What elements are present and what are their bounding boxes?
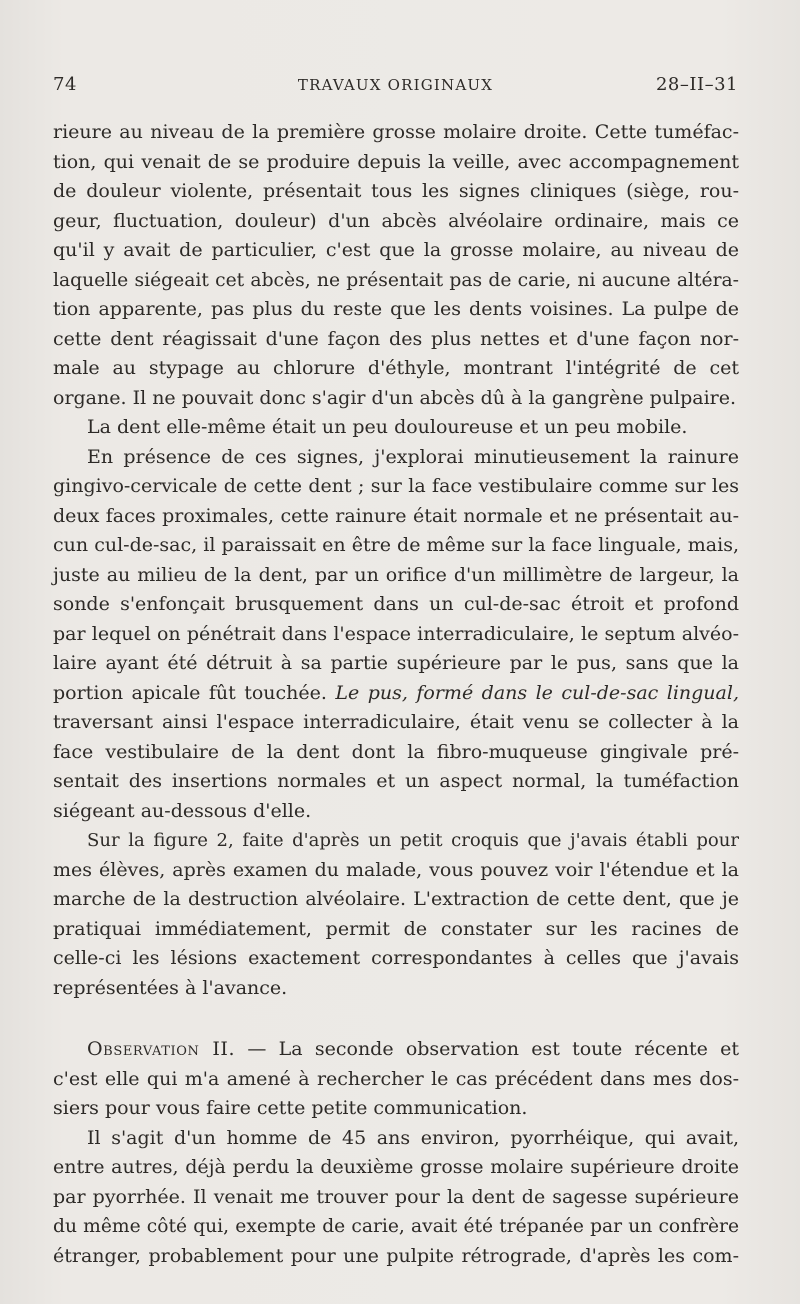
text-line: représentées à l'avance. xyxy=(53,976,288,999)
text-line: Il s'agit d'un homme de 45 ans environ, pyorrhéique, qui avait, xyxy=(87,1126,739,1149)
section-gap xyxy=(53,1003,739,1035)
text-line: pratiquai immédiatement, permit de constater sur les racines de xyxy=(53,917,739,940)
text-line: sonde s'enfonçait brusquement dans un cul-de-sac étroit et profond xyxy=(53,593,739,615)
text-line: juste au milieu de la dent, par un orifice d'un millimètre de largeur, la xyxy=(53,563,739,586)
text-line: siégeant au-dessous d'elle. xyxy=(53,799,312,822)
paragraph-observation-2 xyxy=(53,1035,739,1124)
text-line: qu'il y avait de particulier, c'est que la grosse molaire, au niveau de xyxy=(53,239,739,261)
running-date: 28–II–31 xyxy=(655,74,738,95)
text-line: gingivo-cervicale de cette dent ; sur la face vestibulaire comme sur les xyxy=(53,475,739,497)
text-line: rieure au niveau de la première grosse molaire droite. Cette tuméfac- xyxy=(53,121,739,143)
text-line: étranger, probablement pour une pulpite rétrograde, d'après les com- xyxy=(53,1244,739,1267)
text-line: face vestibulaire de la dent dont la fibro-muqueuse gingivale pré- xyxy=(53,740,739,763)
text-line: La dent elle-même était un peu douloureuse et un peu mobile. xyxy=(87,416,688,438)
observation-line xyxy=(53,1035,739,1065)
text-line: par pyorrhée. Il venait me trouver pour la dent de sagesse supérieure xyxy=(53,1185,739,1208)
text-line: En présence de ces signes, j'explorai minutieusement la rainure xyxy=(87,445,739,468)
text-line: geur, fluctuation, douleur) d'un abcès alvéolaire ordinaire, mais ce xyxy=(53,209,739,232)
page-number: 74 xyxy=(53,74,77,95)
text-line: cun cul-de-sac, il paraissait en être de même sur la face linguale, mais, xyxy=(53,534,739,556)
text-segment: portion apicale fût touchée. xyxy=(53,681,327,704)
text-line: tion apparente, pas plus du reste que les dents voisines. La pulpe de xyxy=(53,298,739,320)
text-line: de douleur violente, présentait tous les signes cliniques (siège, rou- xyxy=(53,180,739,202)
running-title: TRAVAUX ORIGINAUX xyxy=(297,76,494,94)
text-line: Sur la figure 2, faite d'après un petit croquis que j'avais établi pour xyxy=(87,830,739,851)
text-line: laire ayant été détruit à sa partie supérieure par le pus, sans que la xyxy=(53,652,739,674)
text-line: du même côté qui, exempte de carie, avait été trépanée par un confrère xyxy=(53,1216,739,1237)
italic-segment: Le pus, formé dans le cul-de-sac lingual, xyxy=(335,681,739,704)
paragraph-6 xyxy=(53,1124,739,1272)
paragraph-4 xyxy=(53,826,739,1003)
text-line: sentait des insertions normales et un aspect normal, la tuméfaction xyxy=(53,770,739,792)
text-line: deux faces proximales, cette rainure était normale et ne présentait au- xyxy=(53,504,739,527)
text-line: traversant ainsi l'espace interradiculaire, était venu se collecter à la xyxy=(53,711,739,733)
text-line: siers pour vous faire cette petite communication. xyxy=(53,1097,528,1119)
paragraph-2 xyxy=(53,413,739,443)
text-line: mes élèves, après examen du malade, vous pouvez voir l'étendue et la xyxy=(53,858,739,881)
text-line: marche de la destruction alvéolaire. L'extraction de cette dent, que je xyxy=(53,888,739,910)
running-head xyxy=(53,74,738,104)
observation-heading: Observation II. xyxy=(87,1038,236,1060)
text-segment: — La seconde observation est toute récente et xyxy=(235,1038,739,1060)
text-line: entre autres, déjà perdu la deuxième grosse molaire supérieure droite xyxy=(53,1156,739,1178)
text-line: c'est elle qui m'a amené à rechercher le cas précédent dans mes dos- xyxy=(53,1067,739,1090)
body-text xyxy=(53,118,739,1271)
paragraph-1 xyxy=(53,118,739,413)
text-line-with-italic xyxy=(53,679,739,709)
text-line: laquelle siégeait cet abcès, ne présentait pas de carie, ni aucune altéra- xyxy=(53,269,739,291)
text-line: tion, qui venait de se produire depuis la veille, avec accompagnement xyxy=(53,150,739,173)
text-line: organe. Il ne pouvait donc s'agir d'un abcès dû à la gangrène pulpaire. xyxy=(53,386,737,409)
paragraph-3 xyxy=(53,443,739,827)
text-line: par lequel on pénétrait dans l'espace interradiculaire, le septum alvéo- xyxy=(53,622,739,645)
text-line: male au stypage au chlorure d'éthyle, montrant l'intégrité de cet xyxy=(53,357,739,379)
text-line: celle-ci les lésions exactement correspondantes à celles que j'avais xyxy=(53,947,739,969)
text-line: cette dent réagissait d'une façon des plus nettes et d'une façon nor- xyxy=(53,327,739,350)
